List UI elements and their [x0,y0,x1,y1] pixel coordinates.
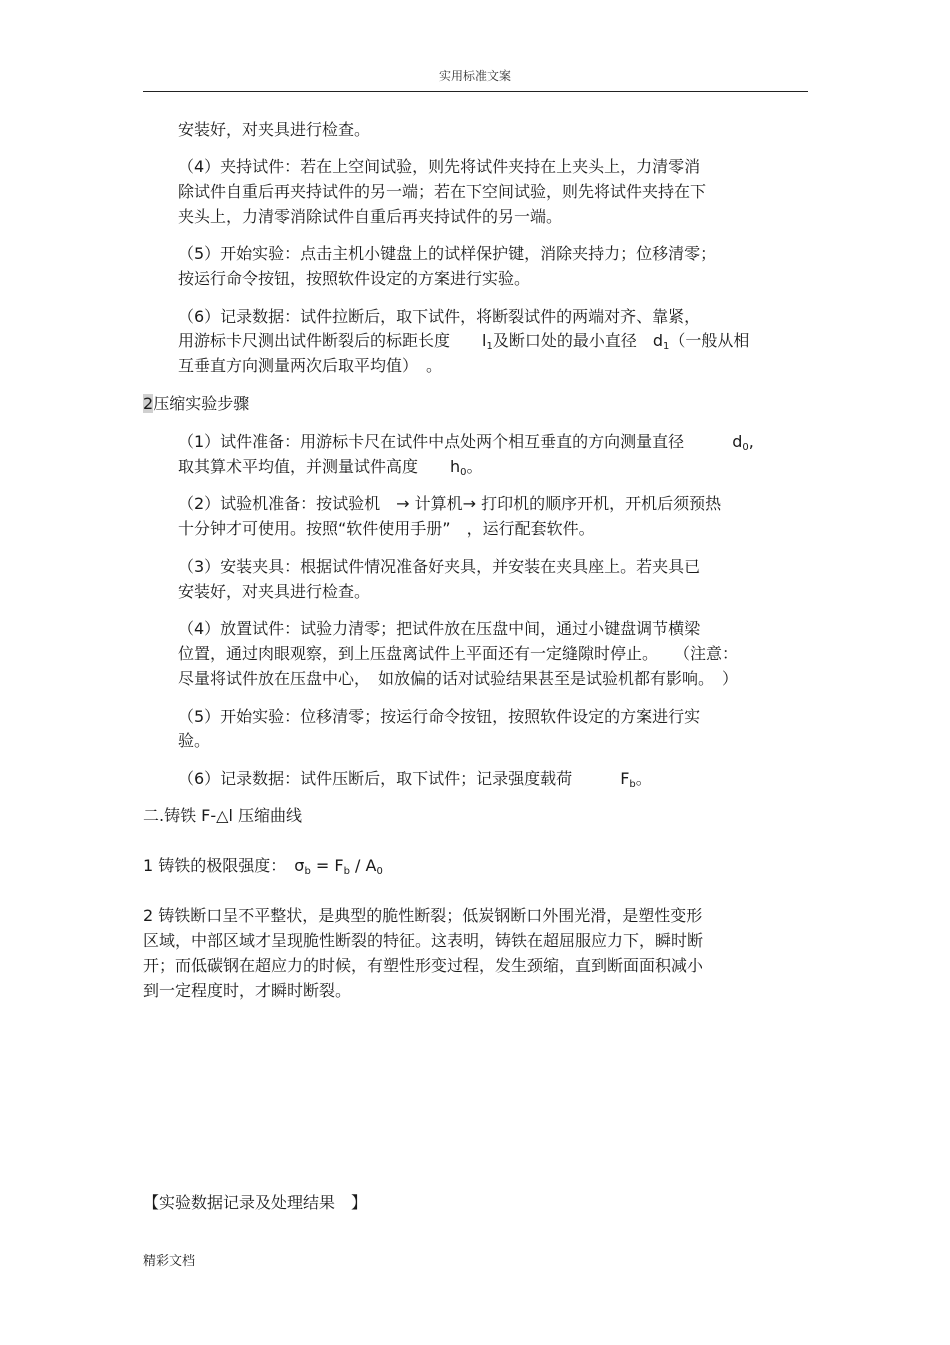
text-line: （5）开始实验：点击主机小键盘上的试样保护键，消除夹持力；位移清零； [178,244,717,263]
text-span: 位置，通过肉眼观察，到上压盘离试件上平面还有一定缝隙时停止。 [178,644,651,663]
text-line [178,768,652,796]
text-span: （注意： [682,644,739,663]
text-span: 取其算术平均值，并测量试件高度 [178,457,419,476]
text-line: 安装好，对夹具进行检查。 [178,120,371,139]
text-span: / [349,856,366,875]
symbol-sigma: σ [294,856,305,875]
text-line: （3）安装夹具：根据试件情况准备好夹具，并安装在夹具座上。若夹具已 [178,557,701,576]
text-span: 用游标卡尺测出试件断裂后的标距长度 [178,331,451,350]
section-number: 2 [143,394,154,413]
text-line [178,456,483,484]
page-header: 实用标准文案 [438,69,511,83]
text-line: （4）夹持试件：若在上空间试验，则先将试件夹持在上夹头上，力清零消 [178,157,701,176]
text-line: （5）开始实验：位移清零；按运行命令按钮，按照软件设定的方案进行实 [178,707,701,726]
text-line [178,431,754,459]
subscript: 0 [376,866,383,877]
text-line: 区域，中部区域才呈现脆性断裂的特征。这表明，铸铁在超屈服应力下，瞬时断 [143,931,704,950]
text-span: （一般从相 [669,331,750,350]
text-line: 互垂直方向测量两次后取平均值） 。 [178,356,443,375]
text-line: （4）放置试件：试验力清零；把试件放在压盘中间，通过小键盘调节横梁 [178,619,701,638]
symbol-d: d [652,331,664,350]
symbol-d: d [732,432,743,451]
symbol-h: h [450,457,461,476]
symbol-l: l [482,331,487,350]
text-span: , [748,432,754,451]
subscript: b [629,779,636,790]
section-title: 压缩实验步骤 [153,394,250,413]
text-line: 十分钟才可使用。按照“软件使用手册” ，运行配套软件。 [178,519,595,538]
text-line: 2 铸铁断口呈不平整状，是典型的脆性断裂；低炭钢断口外围光滑，是塑性变形 [143,906,703,925]
text-line: 开；而低碳钢在超应力的时候，有塑性形变过程，发生颈缩，直到断面面积减小 [143,956,704,975]
text-line [178,643,738,665]
text-span: 1 铸铁的极限强度： [143,856,279,875]
formula-line [143,855,383,883]
text-span: = [310,856,335,875]
text-span: 。 [635,769,652,788]
section-heading: 【实验数据记录及处理结果 】 [143,1193,368,1212]
text-span: （1）试件准备：用游标卡尺在试件中点处两个相互垂直的方向测量直径 [178,432,685,451]
subscript: 1 [486,341,493,352]
text-line: （2）试验机准备：按试验机 → 计算机→ 打印机的顺序开机，开机后须预热 [178,494,722,513]
text-line [178,330,749,358]
text-line: 安装好，对夹具进行检查。 [178,582,371,601]
subscript: 0 [460,467,467,478]
subscript: 0 [742,442,749,453]
text-line: 夹头上，力清零消除试件自重后再夹持试件的另一端。 [178,207,563,226]
subscript: b [304,866,311,877]
text-line: （6）记录数据：试件拉断后，取下试件，将断裂试件的两端对齐、靠紧， [178,307,701,326]
page-footer: 精彩文档 [143,1254,196,1269]
text-line: 到一定程度时，才瞬时断裂。 [143,981,352,1000]
section-heading: 二.铸铁 F-△l 压缩曲线 [143,806,302,825]
text-line: 验。 [178,731,211,750]
text-line: 按运行命令按钮，按照软件设定的方案进行实验。 [178,269,531,288]
text-line: 除试件自重后再夹持试件的另一端；若在下空间试验，则先将试件夹持在下 [178,182,707,201]
symbol-A: A [365,856,377,875]
subscript: 1 [663,341,670,352]
symbol-F: F [620,769,630,788]
text-span: （6）记录数据：试件压断后，取下试件；记录强度载荷 [178,769,573,788]
header-rule [143,91,808,92]
text-line: 尽量将试件放在压盘中心， 如放偏的话对试验结果甚至是试验机都有影响。 ） [178,669,739,688]
text-span: 及断口处的最小直径 [492,331,637,350]
subscript: b [343,866,350,877]
symbol-F: F [334,856,344,875]
text-span: 。 [466,457,483,476]
section-heading [143,393,249,415]
